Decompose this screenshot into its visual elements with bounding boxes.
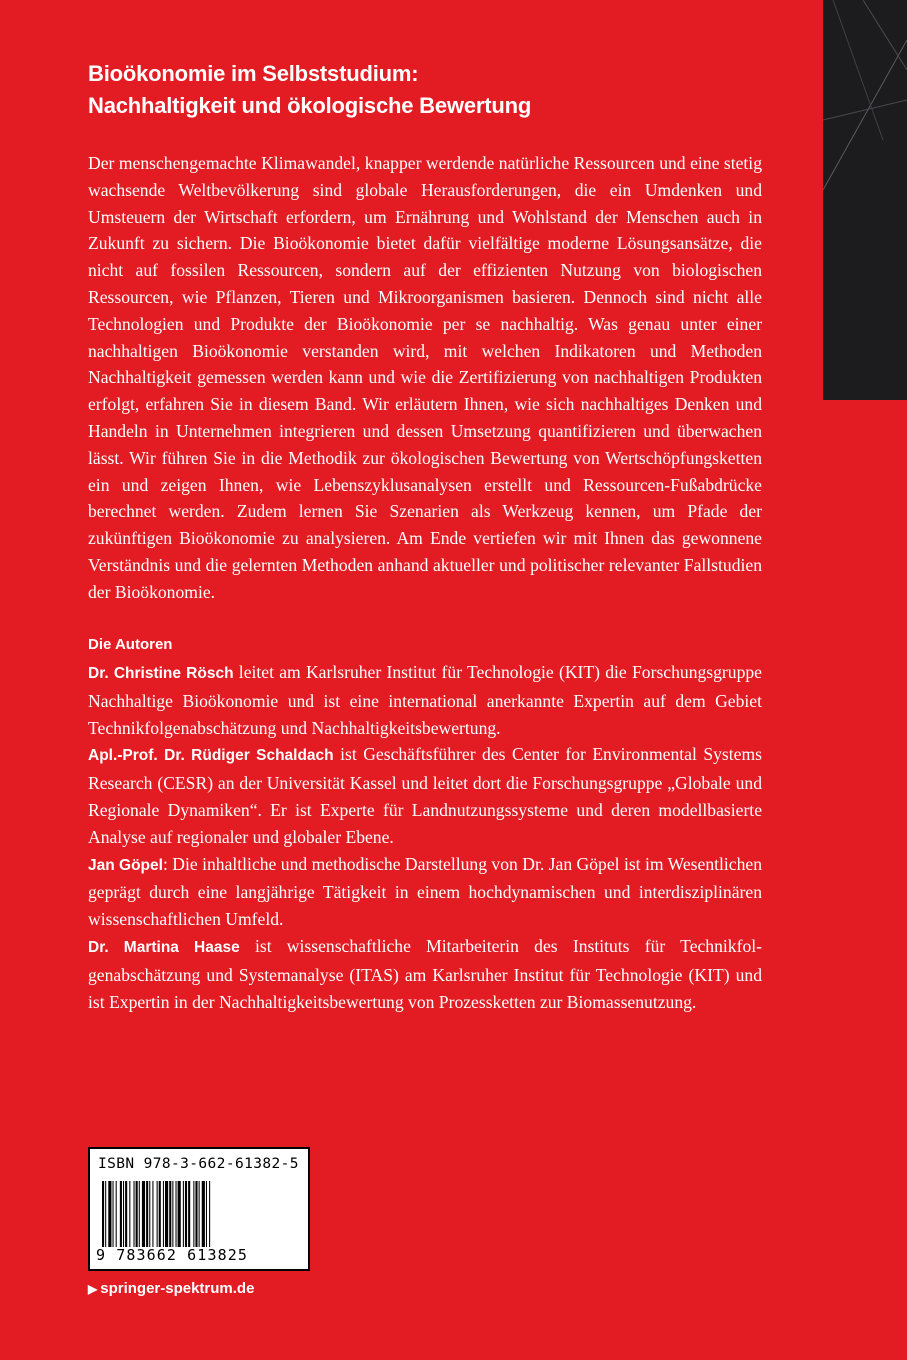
book-title <box>88 58 788 122</box>
book-description: Der menschengemachte Klimawandel, knapper werdende natürliche Ressourcen und eine stetig wachsende Weltbevölkerung sind globale Herausforderungen, die ein Umdenken und Umsteuern der Wirtschaft erfordern, um Ernährung und Wohlstand der Menschen auch in Zukunft zu sichern. Die Bioökonomie bietet dafür vielfältige moderne Lösungsansätze, die nicht auf fossilen Ressourcen, sondern auf der effizienten Nutzung von biologischen Ressourcen, wie Pflanzen, Tieren und Mikroorganismen basieren. Dennoch sind nicht alle Technologien und Produkte der Bioökonomie per se nachhaltig. Was genau unter einer nachhaltigen Bioökonomie verstanden wird, mit welchen Indikatoren und Methoden Nachhaltigkeit gemessen werden kann und wie die Zertifizierung von nachhaltigen Produkten erfolgt, erfahren Sie in diesem Band. Wir erläutern Ihnen, wie sich nachhaltiges Denken und Handeln in Unternehmen integrieren und dessen Umsetzung quantifizieren und überwachen lässt. Wir führen Sie in die Methodik zur ökologischen Bewertung von Wertschöpfungsketten ein und zeigen Ihnen, wie Lebenszyklusanalysen erstellt und Ressourcen-Fußabdrücke berechnet werden. Zudem lernen Sie Szenarien als Werkzeug kennen, um Pfade der zukünftigen Bioökonomie zu analysieren. Am Ende vertiefen wir mit Ihnen das gewonnene Verständnis und die gelernten Methoden anhand aktueller und politischer relevanter Fallstudien der Bioökonomie. <box>88 153 762 602</box>
barcode-bars <box>102 1181 298 1247</box>
author-entry <box>88 741 762 850</box>
title-line-2: Nachhaltigkeit und ökologische Bewertung <box>88 93 532 118</box>
author-bio: leitet am Karlsruher Institut für Technologie (KIT) die Forschungsgruppe Nachhaltige Bioökonomie und ist eine international anerkannte Expertin auf dem Gebiet Technikfolgenabschätzung und Nachhaltigkeitsbewertung. <box>88 662 762 738</box>
author-bio: : Die inhaltliche und methodische Darstellung von Dr. Jan Göpel ist im Wesentlichen geprägt durch eine langjährige Tätigkeit in einem hochdynamischen und interdisziplinären wissenschaftlichen Umfeld. <box>88 853 762 930</box>
title-line-1: Bioökonomie im Selbststudium: <box>88 61 419 86</box>
publisher-website[interactable] <box>88 1280 254 1297</box>
author-bio: ist wissenschaftliche Mitarbeiterin des Instituts für Technikfolgenabschätzung und Systemanalyse (ITAS) am Karlsruher Institut für Technologie (KIT) und ist Expertin in der Nachhaltigkeitsbewertung von Prozessketten zur Biomassenutzung. <box>88 935 762 1012</box>
author-entry <box>88 933 762 1015</box>
authors-section <box>88 659 762 1015</box>
triangle-arrow-icon: ▶ <box>88 1282 98 1296</box>
author-name: Apl.-Prof. Dr. Rüdiger Schaldach <box>88 747 334 765</box>
barcode-digits: 9 783662 613825 <box>96 1246 248 1264</box>
cover-dark-band <box>823 0 907 400</box>
author-name: Dr. Martina Haase <box>88 938 240 956</box>
author-name: Dr. Christine Rösch <box>88 665 234 682</box>
isbn-barcode <box>88 1147 310 1271</box>
author-name: Jan Göpel <box>88 856 163 874</box>
isbn-label: ISBN 978-3-662-61382-5 <box>98 1156 299 1172</box>
author-entry <box>88 659 762 741</box>
band-line-decoration <box>823 0 907 400</box>
authors-heading: Die Autoren <box>88 636 173 653</box>
author-bio: ist Geschäftsführer des Center for Environmental Systems Research (CESR) an der Universität Kassel und leitet dort die Forschungsgruppe „Globale und Regionale Dynamiken“. Er ist Experte für Landnutzungssysteme und deren modellbasierte Analyse auf regionaler und globaler Ebene. <box>88 744 762 847</box>
author-entry <box>88 851 762 933</box>
website-url: springer-spektrum.de <box>100 1280 255 1297</box>
